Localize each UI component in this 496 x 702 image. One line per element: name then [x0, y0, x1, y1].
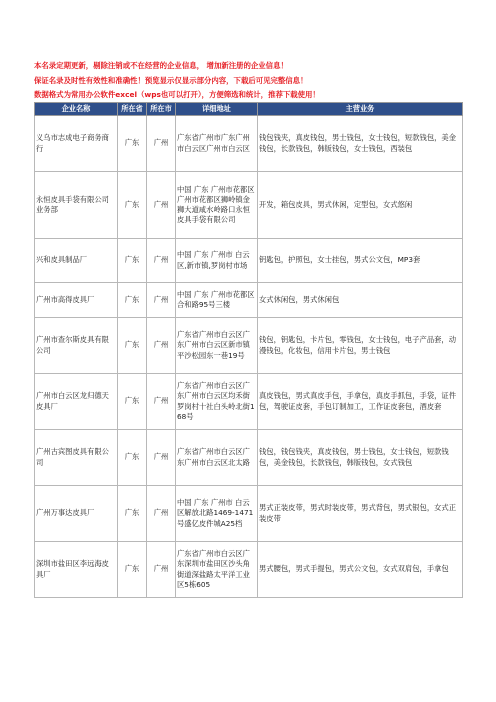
- table-row: [35, 374, 463, 430]
- cell-province: 广东: [118, 430, 147, 486]
- table-header-row: [35, 103, 463, 116]
- cell-company-name: 广州市高得皮具厂: [35, 283, 118, 318]
- cell-city: 广州: [147, 116, 176, 172]
- cell-province: 广东: [118, 542, 147, 598]
- cell-address: 广东省广州市白云区广东广州市白云区均禾街罗岗村十社白头岭北街168号: [176, 374, 258, 430]
- cell-business: 钱包，钱包钱夹，真皮钱包，男士钱包，女士钱包，短款钱包，美金钱包，长款钱包，韩版钱包，女式钱包: [258, 430, 463, 486]
- cell-company-name: 广州市白云区龙归德天皮具厂: [35, 374, 118, 430]
- table-row: [35, 116, 463, 172]
- cell-address: 中国 广东 广州市花都区 合和路95号三楼: [176, 283, 258, 318]
- cell-city: 广州: [147, 318, 176, 374]
- notice-line-3: 数据格式为常用办公软件excel（wps也可以打开），方便筛选和统计，推荐下载使用！: [34, 90, 320, 100]
- cell-address: 广东省广州市白云区广东深圳市盐田区沙头角街道深盐路太平洋工业区5栋605: [176, 542, 258, 598]
- header-company-name: 企业名称: [35, 103, 118, 116]
- table-row: [35, 283, 463, 318]
- cell-city: 广州: [147, 430, 176, 486]
- cell-company-name: 永恒皮具手袋有限公司业务部: [35, 172, 118, 239]
- cell-province: 广东: [118, 283, 147, 318]
- cell-company-name: 广州市查尔斯皮具有限公司: [35, 318, 118, 374]
- table-row: [35, 542, 463, 598]
- company-table: [34, 102, 463, 598]
- table-row: [35, 430, 463, 486]
- cell-company-name: 义乌市志成电子商务商行: [35, 116, 118, 172]
- cell-business: 女式休闲包，男式休闲包: [258, 283, 463, 318]
- cell-province: 广东: [118, 239, 147, 283]
- cell-province: 广东: [118, 116, 147, 172]
- cell-address: 中国 广东 广州市 白云区,新市镇,罗岗村市场: [176, 239, 258, 283]
- cell-province: 广东: [118, 318, 147, 374]
- cell-business: 男式腰包，男式手提包，男式公文包，女式双肩包，手拿包: [258, 542, 463, 598]
- cell-business: 真皮钱包，男式真皮手包，手拿包，真皮手抓包，手袋，证件包，驾驶证皮套，手包订制加工，工作证皮套包，酒皮套: [258, 374, 463, 430]
- cell-city: 广州: [147, 283, 176, 318]
- table-row: [35, 486, 463, 542]
- header-city: 所在市: [147, 103, 176, 116]
- cell-business: 开发，箱包皮具，男式休闲，定型包，女式悠闲: [258, 172, 463, 239]
- cell-business: 钱包，钥匙包，卡片包，零钱包，女士钱包，电子产品套，动漫钱包，化妆包，信用卡片包，男士钱包: [258, 318, 463, 374]
- cell-province: 广东: [118, 374, 147, 430]
- cell-city: 广州: [147, 542, 176, 598]
- cell-city: 广州: [147, 239, 176, 283]
- header-business: 主营业务: [258, 103, 463, 116]
- cell-address: 广东省广州市白云区广东广州市白云区新市镇平沙松园东一巷19号: [176, 318, 258, 374]
- table-row: [35, 172, 463, 239]
- cell-business: 男式正装皮带，男式时装皮带，男式背包，男式银包，女式正装皮带: [258, 486, 463, 542]
- cell-business: 钥匙包，护照包，女士挂包，男式公文包，MP3套: [258, 239, 463, 283]
- notice-line-2: 保证名录及时性有效性和准确性！预览显示仅显示部分内容，下载后可见完整信息！: [34, 75, 308, 85]
- cell-address: 中国 广东 广州市花都区 广州市花都区狮岭镇金狮大道咸水岭路口永恒皮具手袋有限公司: [176, 172, 258, 239]
- cell-address: 广东省广州市白云区广东广州市白云区北太路: [176, 430, 258, 486]
- cell-city: 广州: [147, 486, 176, 542]
- table-row: [35, 239, 463, 283]
- cell-company-name: 广州古宾图皮具有限公司: [35, 430, 118, 486]
- notice-block: [34, 59, 474, 103]
- cell-city: 广州: [147, 374, 176, 430]
- cell-business: 钱包钱夹，真皮钱包，男士钱包，女士钱包，短款钱包，美金钱包，长款钱包，韩版钱包，女士钱包，西装包: [258, 116, 463, 172]
- cell-city: 广州: [147, 172, 176, 239]
- header-address: 详细地址: [176, 103, 258, 116]
- cell-company-name: 兴和皮具制品厂: [35, 239, 118, 283]
- header-province: 所在省: [118, 103, 147, 116]
- notice-line-1: 本名录定期更新，剔除注销或不在经营的企业信息， 增加新注册的企业信息！: [34, 61, 288, 70]
- cell-company-name: 广州万事达皮具厂: [35, 486, 118, 542]
- cell-company-name: 深圳市盐田区李远海皮具厂: [35, 542, 118, 598]
- cell-address: 广东省广州市广东广州市白云区广州市白云区: [176, 116, 258, 172]
- cell-address: 中国 广东 广州市 白云区解放北路1469-1471号盛亿皮件城A25档: [176, 486, 258, 542]
- cell-province: 广东: [118, 486, 147, 542]
- table-row: [35, 318, 463, 374]
- cell-province: 广东: [118, 172, 147, 239]
